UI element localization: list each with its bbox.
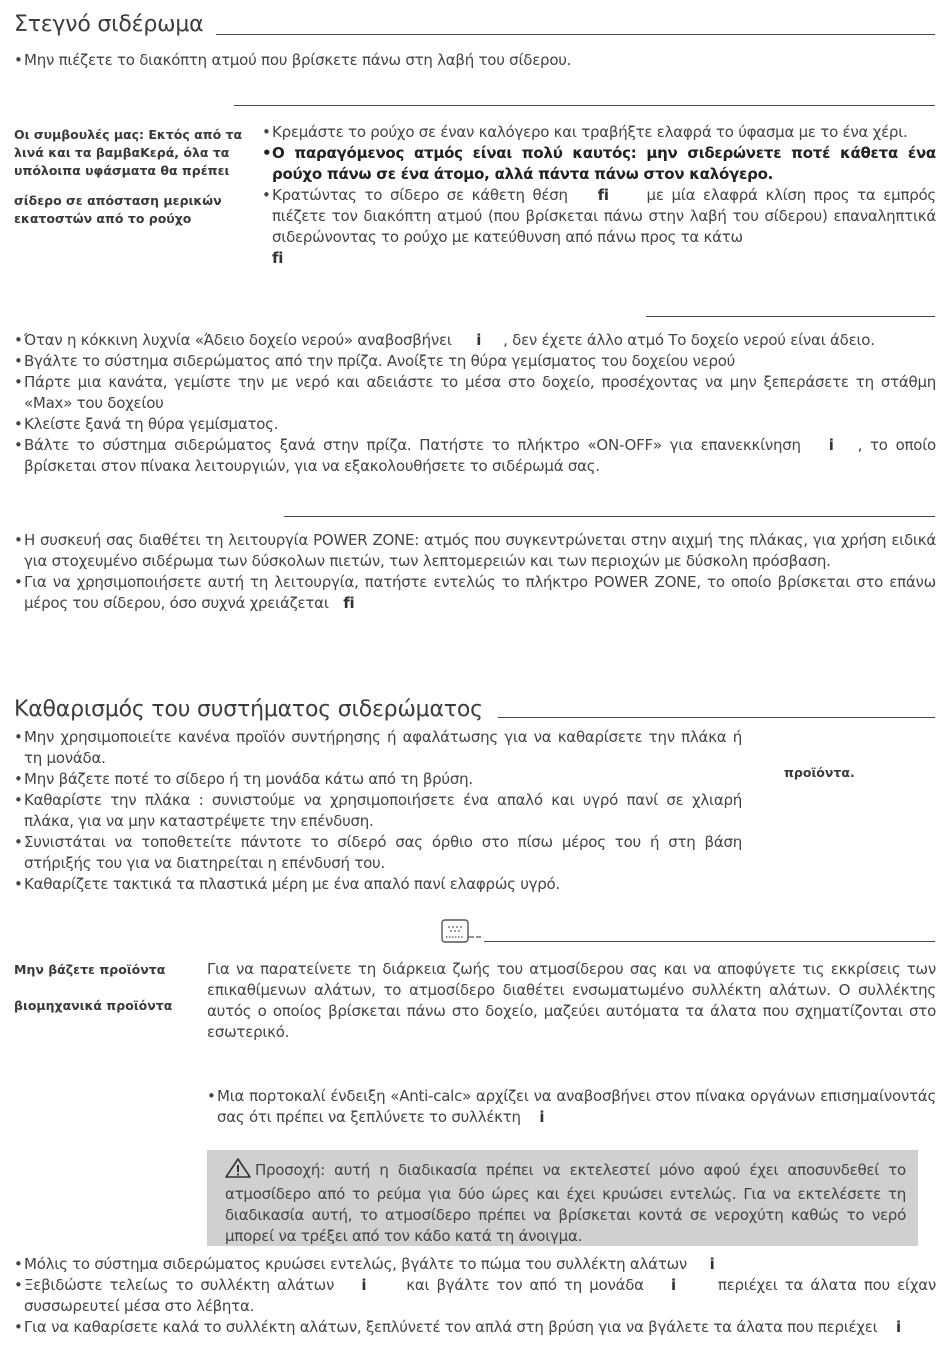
bullet-item-warning: • Ο παραγόμενος ατμός είναι πολύ καυτός: μην σιδερώνετε ποτέ κάθετα ένα ρούχο πάνω σε ένα άτομο, αλλά πάντα πάνω στον καλόγερο. bbox=[262, 143, 936, 185]
bullet-item: • Πάρτε μια κανάτα, γεμίστε την με νερό και αδειάστε το μέσα στο δοχείο, προσέχοντας να μην ξεπεράσετε τη στάθμη «Max» του δοχείου bbox=[14, 372, 936, 414]
bullet-item bbox=[14, 330, 936, 351]
bullet-item bbox=[14, 572, 936, 614]
bullet-item bbox=[262, 185, 936, 269]
bullet-item bbox=[14, 435, 936, 477]
bullet-item bbox=[207, 1086, 936, 1128]
section-rule bbox=[284, 516, 935, 517]
anti-calc-icon bbox=[440, 918, 484, 946]
bullet-text: Ξεβιδώστε τελείως το συλλέκτη αλάτων bbox=[24, 1276, 335, 1294]
bullet-text: , δεν έχετε άλλο ατμό Το δοχείο νερού είναι άδειο. bbox=[503, 331, 875, 349]
anti-calc-paragraph: Για να παρατείνετε τη διάρκεια ζωής του ατμοσίδερου σας και να αποφύγετε τις εκκρίσεις των επικαθίμενων αλάτων, το ατμοσίδερο διαθέτει ενσωματωμένο συλλέκτη αλάτων. Ο συλλέκτης αυτός ο οποίος βρίσκεται πάνω στο δοχείο, μαζεύει αυτόματα τα άλατα που σχηματίζονται στο εσωτερικό. bbox=[207, 960, 936, 1041]
bullet-item: • Η συσκευή σας διαθέτει τη λειτουργία POWER ZONE: ατμός που συγκεντρώνεται στην αιχμή της πλάκας, για χρήση ειδικά για στοχευμένο σιδέρωμα των δύσκολων πιετών, των λεπτομερειών και των περιοχών με δύσκολη πρόσβαση. bbox=[14, 530, 936, 572]
bullet-item: • Καθαρίζετε τακτικά τα πλαστικά μέρη με ένα απαλό πανί ελαφρώς υγρό. bbox=[14, 874, 742, 895]
bullet-item bbox=[14, 1275, 936, 1317]
figure-ref: fi bbox=[597, 186, 609, 204]
side-note-tips bbox=[14, 126, 244, 228]
bullet-item: • Κλείστε ξανά τη θύρα γεμίσματος. bbox=[14, 414, 936, 435]
figure-ref: i bbox=[896, 1318, 901, 1336]
figure-ref: i bbox=[670, 1276, 676, 1294]
figure-ref: fi bbox=[272, 249, 284, 267]
bullet-text: Μόλις το σύστημα σιδερώματος κρυώσει εντελώς, βγάλτε το πώμα του συλλέκτη αλάτων bbox=[24, 1255, 688, 1273]
bullet-text: με μία ελαφρά κλίση προς τα εμπρός πιέζετε τον διακόπτη ατμού (που βρίσκεται πάνω στην λαβή του σίδερου) επαναληπτικά σιδερώνοντας το ρούχο με κατεύθυνση από πάνω προς τα κάτω bbox=[272, 186, 936, 246]
bullet-item: • Συνιστάται να τοποθετείτε πάντοτε το σίδερό σας όρθιο στο πίσω μέρος του ή στη βάση στήριξής του για να διατηρείται η επένδυσή του. bbox=[14, 832, 742, 874]
dry-ironing-text bbox=[14, 50, 934, 71]
vertical-steam-text bbox=[262, 122, 936, 269]
anti-calc-bullet bbox=[207, 1086, 936, 1128]
power-zone-text bbox=[14, 530, 936, 614]
refill-text bbox=[14, 330, 936, 477]
bullet-text: περιέχει τα άλατα που είχαν συσσωρευτεί μέσα στο λέβητα. bbox=[24, 1276, 936, 1315]
bullet-item: • Βγάλτε το σύστημα σιδερώματος από την πρίζα. Ανοίξτε τη θύρα γεμίσματος του δοχείου νερού bbox=[14, 351, 936, 372]
title-rule bbox=[216, 34, 935, 35]
side-note-line: Οι συμβουλές μας: Εκτός από τα λινά και τα βαμβαΚερά, όλα τα υπόλοιπα υφάσματα θα πρέπει bbox=[14, 127, 243, 178]
side-note-no-products bbox=[14, 961, 194, 1015]
bullet-text: Για να καθαρίσετε καλά το συλλέκτη αλάτων, ξεπλύνετέ τον απλά στη βρύση για να βγάλετε τα άλατα που περιέχει bbox=[24, 1318, 878, 1336]
figure-ref: i bbox=[539, 1108, 545, 1126]
bullet-item: • Μην βάζετε ποτέ το σίδερο ή τη μονάδα κάτω από τη βρύση. bbox=[14, 769, 742, 790]
title-rule bbox=[498, 717, 935, 718]
figure-ref: fi bbox=[343, 594, 355, 612]
figure-ref: i bbox=[476, 331, 482, 349]
section-rule bbox=[484, 941, 935, 942]
warning-box bbox=[207, 1150, 918, 1246]
bullet-item bbox=[14, 1317, 936, 1338]
bullet-text: Μια πορτοκαλί ένδειξη «Anti-calc» αρχίζει να αναβοσβήνει στον πίνακα οργάνων επισημαίνοντάς σας ότι πρέπει να ξεπλύνετε το συλλέκτη bbox=[217, 1087, 936, 1126]
section-rule bbox=[234, 105, 935, 106]
bullet-item: • Κρεμάστε το ρούχο σε έναν καλόγερο και τραβήξτε ελαφρά το ύφασμα με το ένα χέρι. bbox=[262, 122, 936, 143]
warning-text: Προσοχή: αυτή η διαδικασία πρέπει να εκτελεστεί μόνο αφού έχει αποσυνδεθεί το ατμοσίδερο από το ρεύμα για δύο ώρες και έχει κρυώσει εντελώς. Για να εκτελέσετε τη διαδικασία αυτή, το ατμοσίδερο πρέπει να βρίσκεται κοντά σε νεροχύτη καθώς το νερό μπορεί να τρέξει από τον κάδο κατά τη άνοιγμα. bbox=[225, 1161, 906, 1245]
bullet-text: Βάλτε το σύστημα σιδερώματος ξανά στην πρίζα. Πατήστε το πλήκτρο «ON-OFF» για επανεκκίνηση bbox=[24, 436, 801, 454]
bullet-item: • Μην χρησιμοποιείτε κανένα προϊόν συντήρησης ή αφαλάτωσης για να καθαρίσετε την πλάκα ή τη μονάδα. bbox=[14, 727, 742, 769]
side-note-line: Μην βάζετε προϊόντα bbox=[14, 962, 166, 977]
section-rule bbox=[646, 316, 935, 317]
bullet-text: Για να χρησιμοποιήσετε αυτή τη λειτουργία, πατήστε εντελώς το πλήκτρο POWER ZONE, το οποίο βρίσκεται στο επάνω μέρος του σίδερου, όσο συχνά χρειάζεται bbox=[24, 573, 936, 612]
bullet-text: Κρατώντας το σίδερο σε κάθετη θέση bbox=[272, 186, 568, 204]
figure-ref: i bbox=[828, 436, 834, 454]
bullet-item bbox=[14, 1254, 936, 1275]
bullet-item: • Καθαρίστε την πλάκα : συνιστούμε να χρησιμοποιήσετε ένα απαλό και υγρό πανί σε χλιαρή πλάκα, για να μην καταστρέψετε την επένδυση. bbox=[14, 790, 742, 832]
side-note-line: σίδερο σε απόσταση μερικών εκατοστών από το ρούχο bbox=[14, 193, 222, 226]
figure-ref: i bbox=[361, 1276, 367, 1294]
bullet-text: Όταν η κόκκινη λυχνία «Άδειο δοχείο νερού» αναβοσβήνει bbox=[24, 331, 452, 349]
side-note-products: προϊόντα. bbox=[784, 765, 855, 780]
bullet-item: • Μην πιέζετε το διακόπτη ατμού που βρίσκετε πάνω στη λαβή του σίδερου. bbox=[14, 50, 934, 71]
bullet-text: , το οποίο βρίσκεται στον πίνακα λειτουργιών, για να εξακολουθήσετε το σιδέρωμά σας. bbox=[24, 436, 936, 475]
side-note-line: βιομηχανικά προϊόντα bbox=[14, 998, 173, 1013]
cleaning-text bbox=[14, 727, 742, 895]
section-title-dry-ironing: Στεγνό σιδέρωμα bbox=[14, 12, 204, 37]
warning-icon bbox=[225, 1158, 251, 1184]
section-title-cleaning: Καθαρισμός του συστήματος σιδερώματος bbox=[14, 697, 483, 722]
figure-ref: i bbox=[709, 1255, 715, 1273]
bullet-text: και βγάλτε τον από τη μονάδα bbox=[406, 1276, 644, 1294]
collector-steps bbox=[14, 1254, 936, 1338]
